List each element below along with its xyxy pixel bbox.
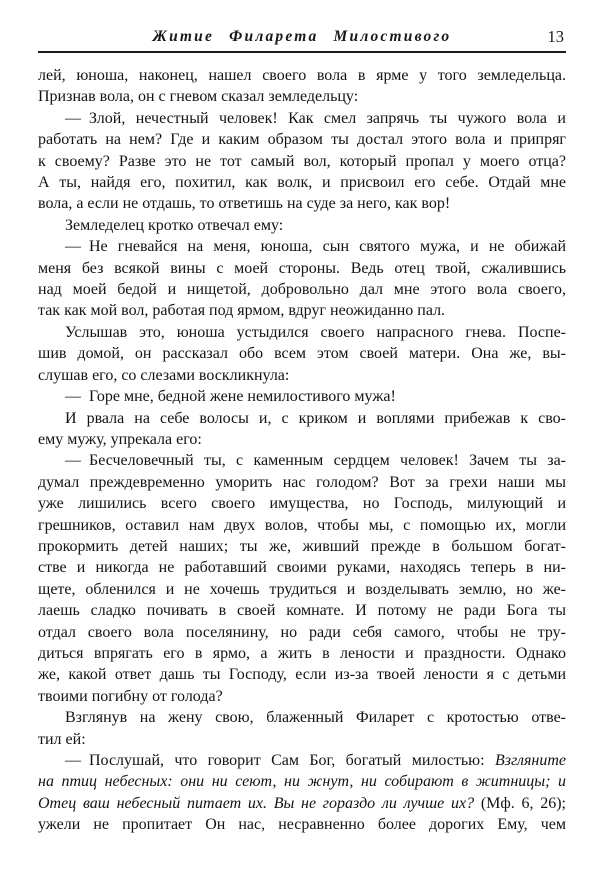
text-line bbox=[38, 279, 566, 300]
body-run: меня без всякой вины с моей стороны. Ведь отец твой, сжалившись bbox=[38, 259, 566, 277]
text-line bbox=[38, 193, 566, 214]
body-run: твоими погибну от голода? bbox=[38, 687, 223, 705]
running-header bbox=[38, 27, 566, 47]
text-line bbox=[38, 108, 566, 129]
body-run: грешников, оставил нам двух волов, чтобы мы, с помощью их, могли bbox=[38, 516, 566, 534]
body-run: так как мой вол, работая под ярмом, вдруг неожиданно пал. bbox=[38, 302, 446, 320]
body-run: ему мужу, упрекала его: bbox=[38, 430, 202, 448]
body-run: прокормить детей наших; ты же, живший прежде в большом богат- bbox=[38, 537, 566, 555]
body-run: уже лишились всего своего имущества, но Господь, милующий и bbox=[38, 495, 566, 513]
body-run: (Мф. 6, 26); bbox=[474, 794, 566, 812]
text-line bbox=[38, 343, 566, 364]
body-run: — Послушай, что говорит Сам Бог, богатый милостью: bbox=[65, 752, 495, 769]
quote-italic-text: Взгляните bbox=[494, 752, 566, 769]
body-run: ужели не пропитает Он нас, несравненно более дорогих Ему, чем bbox=[38, 816, 566, 834]
header-rule bbox=[38, 51, 566, 53]
text-line bbox=[38, 86, 566, 107]
text-line bbox=[38, 771, 566, 792]
running-title: Житие Филарета Милостивого bbox=[152, 28, 452, 45]
text-line bbox=[38, 300, 566, 321]
text-line bbox=[38, 129, 566, 150]
text-line bbox=[38, 600, 566, 621]
body-run: же, какой ответ дашь ты Господу, если из-за твоей лености я с детьми bbox=[38, 666, 566, 684]
text-line bbox=[38, 515, 566, 536]
text-line bbox=[38, 814, 566, 835]
quote-italic-text: Отец ваш небесный питает их. Вы не гораздо ли лучше их? bbox=[38, 794, 475, 812]
text-line bbox=[38, 750, 566, 771]
body-run: Услышав это, юноша устыдился своего напрасного гнева. Поспе- bbox=[65, 323, 566, 341]
text-line bbox=[38, 450, 566, 471]
body-run: щете, обленился и не хочешь трудиться и возделывать землю, но же- bbox=[38, 580, 566, 598]
quote-italic-text: на птиц небесных: они ни сеют, ни жнут, ни собирают в житницы; и bbox=[38, 773, 566, 791]
text-line bbox=[38, 408, 566, 429]
text-line bbox=[38, 172, 566, 193]
body-run: — Злой, нечестный человек! Как смел запрячь ты чужого вола и bbox=[65, 109, 566, 127]
text-line bbox=[38, 386, 566, 407]
body-run: к своему? Разве это не тот самый вол, который пропал у моего отца? bbox=[38, 152, 566, 170]
body-run: слушав его, со слезами воскликнула: bbox=[38, 366, 290, 384]
text-line bbox=[38, 151, 566, 172]
body-run: тил ей: bbox=[38, 730, 86, 748]
body-run: И рвала на себе волосы и, с криком и воплями прибежав к сво- bbox=[65, 409, 566, 427]
text-line bbox=[38, 429, 566, 450]
body-run: — Не гневайся на меня, юноша, сын святого мужа, и не обижай bbox=[65, 238, 566, 256]
text-line bbox=[38, 579, 566, 600]
body-run: вола, а если не отдашь, то ответишь на суде за него, как вор! bbox=[38, 195, 451, 213]
body-run: отдал своего вола поселянину, но ради себя самого, чтобы не тру- bbox=[38, 623, 566, 641]
text-line bbox=[38, 258, 566, 279]
text-line bbox=[38, 365, 566, 386]
text-line bbox=[38, 493, 566, 514]
body-run: диться впрягать его в ярмо, а жить в лености и праздности. Однако bbox=[38, 644, 566, 662]
text-line bbox=[38, 707, 566, 728]
text-line bbox=[38, 236, 566, 257]
text-line bbox=[38, 664, 566, 685]
text-line bbox=[38, 322, 566, 343]
text-line bbox=[38, 536, 566, 557]
text-line bbox=[38, 472, 566, 493]
text-line bbox=[38, 65, 566, 86]
text-line bbox=[38, 729, 566, 750]
text-line bbox=[38, 793, 566, 814]
body-run: работать на нем? Где и каким образом ты достал этого вола и припряг bbox=[38, 131, 566, 149]
body-run: Признав вола, он с гневом сказал земледельцу: bbox=[38, 88, 359, 106]
body-run: лаешь сладко почивать в своей комнате. И потому не ради Бога ты bbox=[38, 602, 566, 620]
text-line bbox=[38, 215, 566, 236]
text-line bbox=[38, 643, 566, 664]
body-run: стве и никогда не работавший своими руками, находясь теперь в ни- bbox=[38, 559, 566, 577]
body-run: думал преждевременно уморить нас голодом? Вот за грехи наши мы bbox=[38, 473, 566, 491]
body-run: — Бесчеловечный ты, с каменным сердцем человек! Зачем ты за- bbox=[65, 452, 566, 470]
body-run: шив домой, он рассказал обо всем этом своей матери. Она же, вы- bbox=[38, 345, 566, 363]
text-line bbox=[38, 557, 566, 578]
text-line bbox=[38, 622, 566, 643]
body-run: А ты, найдя его, похитил, как волк, и присвоил его себе. Отдай мне bbox=[38, 174, 566, 192]
body-text bbox=[38, 65, 566, 836]
body-run: Взглянув на жену свою, блаженный Филарет с кротостью отве- bbox=[65, 709, 566, 727]
text-line bbox=[38, 686, 566, 707]
page-number: 13 bbox=[547, 27, 564, 46]
body-run: Земледелец кротко отвечал ему: bbox=[65, 216, 284, 234]
body-run: лей, юноша, наконец, нашел своего вола в ярме у того земледельца. bbox=[38, 67, 566, 84]
body-run: над моей бедой и нищетой, добровольно дал мне этого вола своего, bbox=[38, 281, 566, 299]
body-run: — Горе мне, бедной жене немилостивого мужа! bbox=[65, 388, 396, 406]
